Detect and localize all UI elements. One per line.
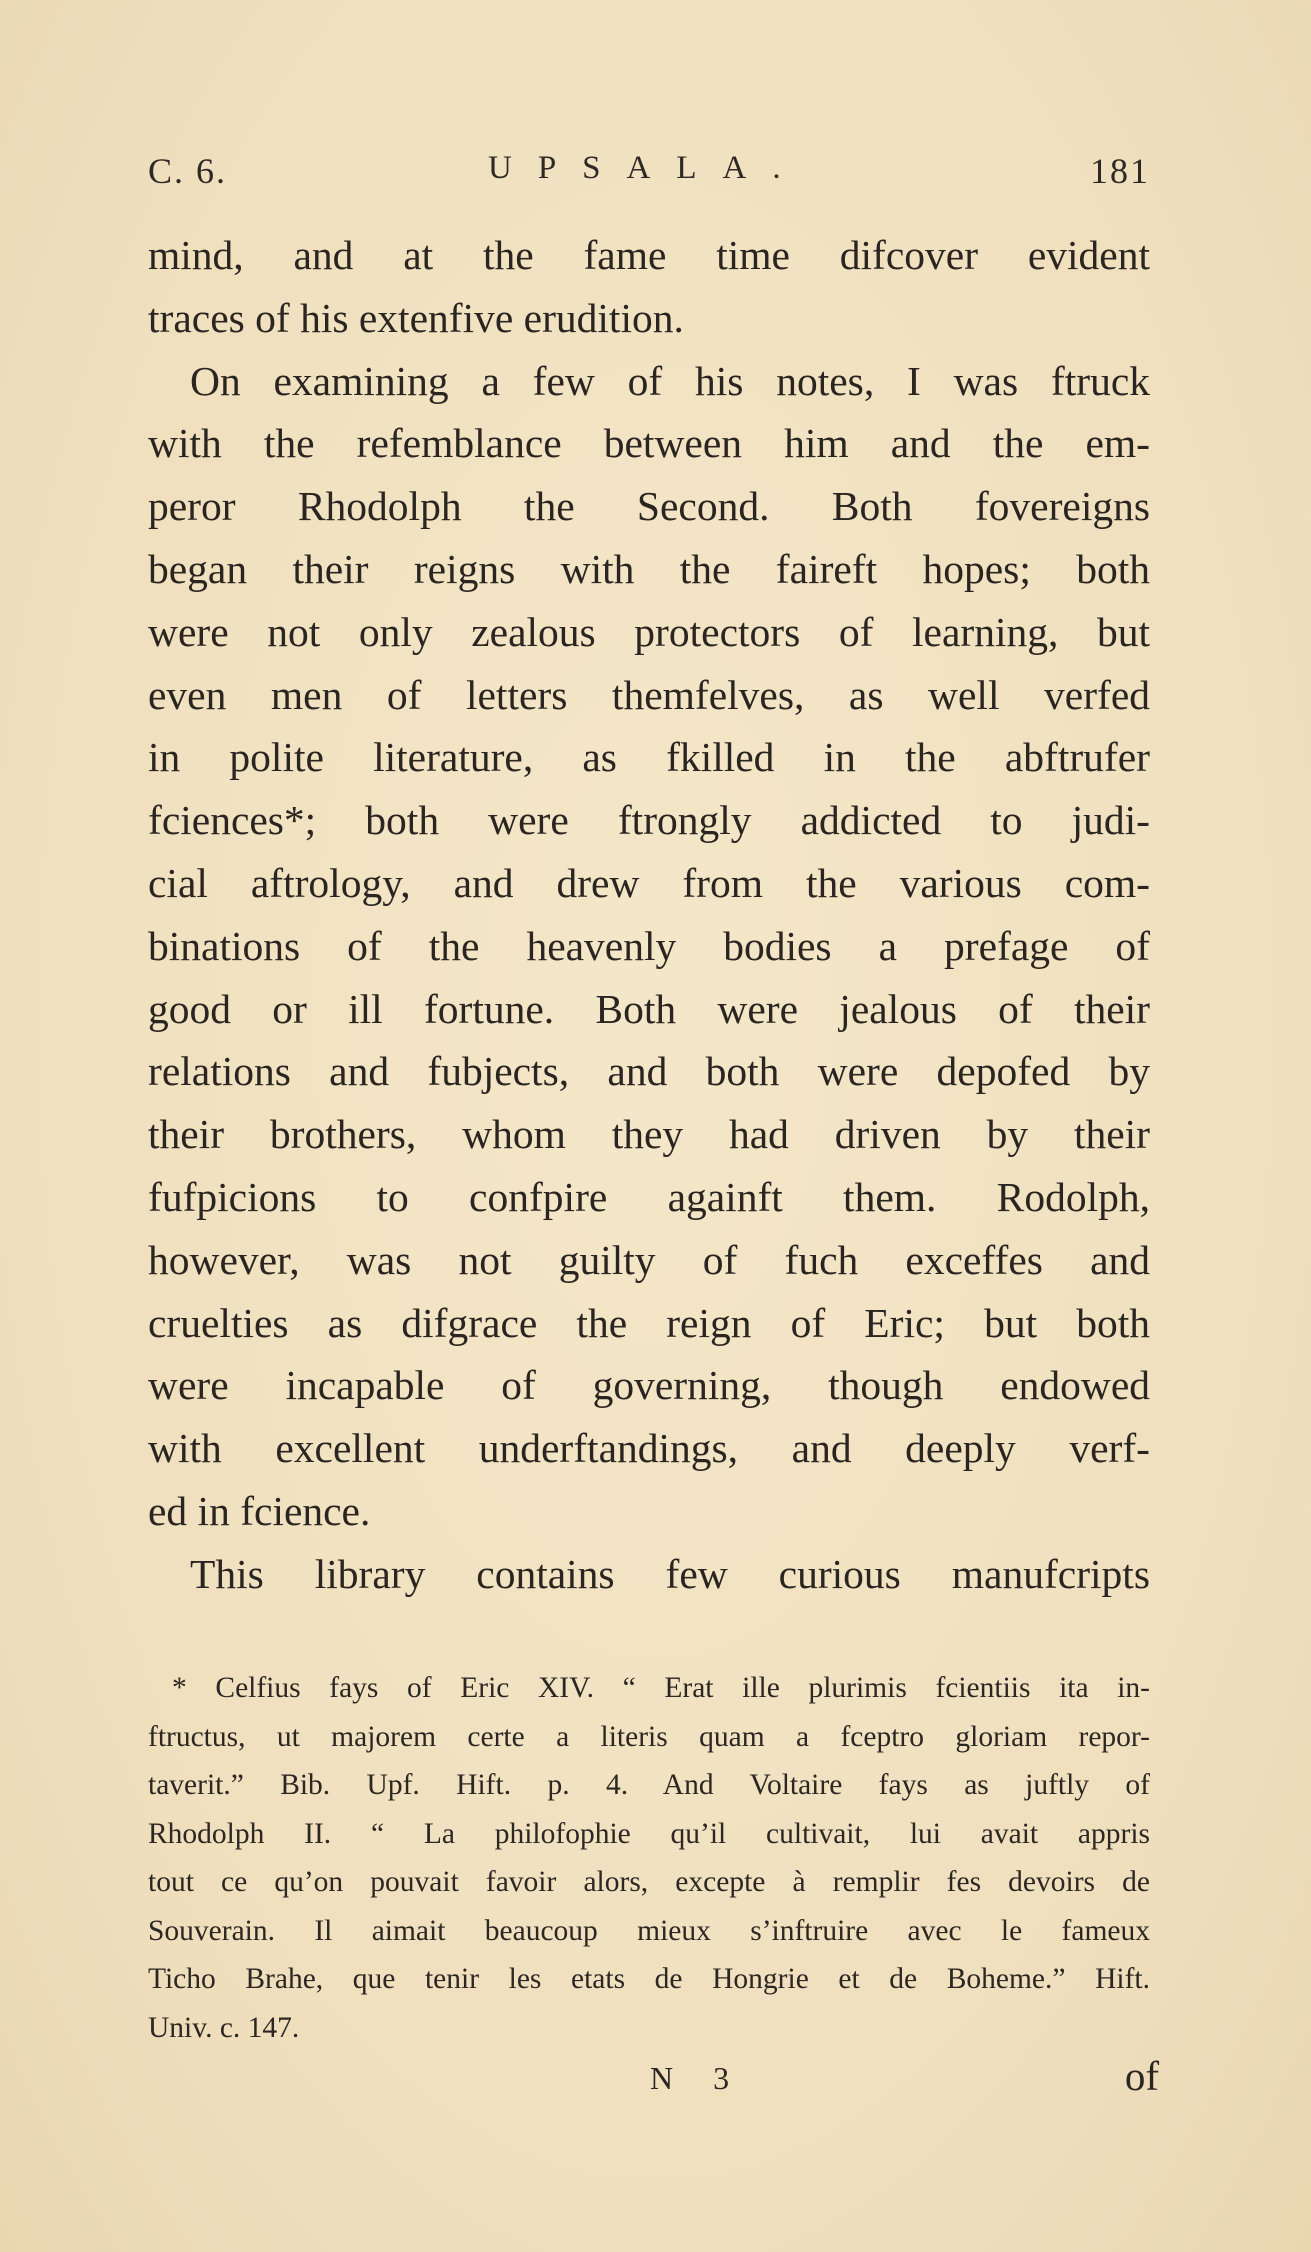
text-line: binations of the heavenly bodies a prefage of: [148, 922, 1150, 969]
footnote-line: Ticho Brahe, que tenir les etats de Hongrie et de Boheme.” Hift.: [148, 1963, 1150, 1995]
text-line: mind, and at the fame time difcover evident: [148, 232, 1150, 278]
text-line: began their reigns with the faireft hopes; both: [148, 545, 1150, 592]
text-line: in polite literature, as fkilled in the abftrufer: [148, 734, 1150, 781]
footnote-block: [148, 1664, 1150, 2052]
text-line: were incapable of governing, though endowed: [148, 1362, 1150, 1409]
footnote-line: * Celfius fays of Eric XIV. “ Erat ille plurimis fcientiis ita in-: [172, 1672, 1150, 1704]
text-line: fufpicions to confpire againft them. Rodolph,: [148, 1173, 1150, 1220]
text-line: however, was not guilty of fuch exceffes and: [148, 1236, 1150, 1283]
chapter-label: C. 6.: [148, 151, 228, 191]
text-line: good or ill fortune. Both were jealous of their: [148, 985, 1150, 1032]
footnote-line: ftructus, ut majorem certe a literis quam a fceptro gloriam repor-: [148, 1720, 1150, 1753]
text-line: were not only zealous protectors of learning, but: [148, 608, 1150, 655]
text-line: traces of his extenfive erudition.: [148, 294, 684, 341]
running-title: UPSALA.: [488, 150, 807, 186]
footnote-line: Univ. c. 147.: [148, 2011, 300, 2044]
signature-mark: N 3: [650, 2060, 746, 2096]
text-line: with excellent underftandings, and deeply verf-: [148, 1425, 1150, 1472]
text-line: cial aftrology, and drew from the various com-: [148, 859, 1150, 906]
text-line: ed in fcience.: [148, 1487, 371, 1534]
text-line: This library contains few curious manufcripts: [190, 1550, 1150, 1597]
text-line: peror Rhodolph the Second. Both fovereigns: [148, 483, 1150, 530]
text-line: even men of letters themfelves, as well verfed: [148, 671, 1150, 718]
text-line: relations and fubjects, and both were depofed by: [148, 1048, 1150, 1095]
text-line: fciences*; both were ftrongly addicted to judi-: [148, 797, 1150, 844]
main-text: [148, 224, 1150, 1606]
footnote-line: tout ce qu’on pouvait favoir alors, excepte à remplir fes devoirs de: [148, 1866, 1150, 1898]
text-line: with the refemblance between him and the em-: [148, 420, 1150, 467]
footnote-line: Souverain. Il aimait beaucoup mieux s’inftruire avec le fameux: [148, 1914, 1150, 1947]
text-line: On examining a few of his notes, I was ftruck: [190, 357, 1150, 404]
catchword: of: [1124, 2053, 1159, 2099]
footnote-line: Rhodolph II. “ La philofophie qu’il cultivait, lui avait appris: [148, 1817, 1150, 1850]
footnote-line: taverit.” Bib. Upf. Hift. p. 4. And Voltaire fays as juftly of: [148, 1769, 1150, 1801]
page-number: 181: [1090, 151, 1150, 191]
running-header: [148, 150, 1150, 200]
text-line: their brothers, whom they had driven by their: [148, 1111, 1150, 1158]
text-line: cruelties as difgrace the reign of Eric; but both: [148, 1299, 1150, 1346]
